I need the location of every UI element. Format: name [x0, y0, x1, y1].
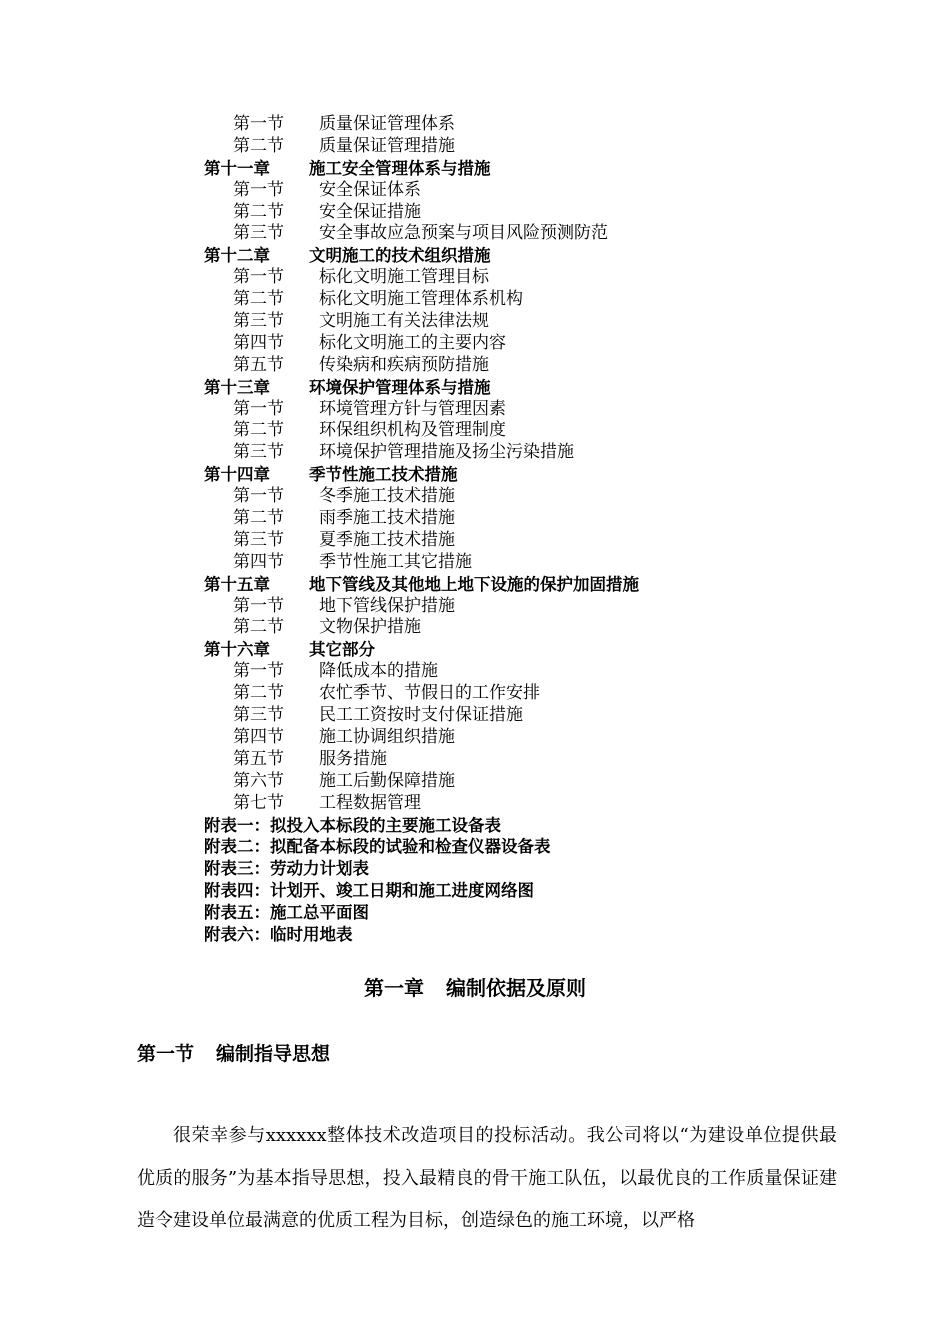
toc-entry-title: 标化文明施工的主要内容 — [319, 332, 506, 353]
toc-entry-title: 环境保护管理体系与措施 — [309, 377, 491, 397]
toc-entry-title: 文明施工的技术组织措施 — [309, 246, 491, 266]
toc-entry-number: 附表二： — [204, 837, 270, 857]
toc-section-row — [0, 399, 950, 421]
toc-entry-number: 第三节 — [233, 311, 284, 332]
toc-appendix-row — [0, 902, 950, 924]
toc-entry-number: 附表五： — [204, 903, 270, 923]
toc-entry-number: 第四节 — [233, 726, 284, 747]
toc-entry-number: 第一节 — [233, 267, 284, 288]
toc-entry-title: 地下管线保护措施 — [319, 595, 455, 616]
toc-entry-title: 环境保护管理措施及扬尘污染措施 — [319, 442, 574, 463]
toc-appendix-row — [0, 815, 950, 837]
toc-section-row — [0, 596, 950, 618]
toc-entry-title: 施工协调组织措施 — [319, 726, 455, 747]
toc-section-row — [0, 136, 950, 158]
toc-entry-number: 第一节 — [233, 179, 284, 200]
toc-entry-number: 第三节 — [233, 529, 284, 550]
toc-entry-title: 服务措施 — [319, 748, 387, 769]
toc-chapter-row — [0, 574, 950, 596]
toc-entry-number: 第二节 — [233, 420, 284, 441]
toc-section-row — [0, 114, 950, 136]
toc-section-row — [0, 355, 950, 377]
toc-entry-title: 季节性施工技术措施 — [309, 465, 458, 485]
table-of-contents — [0, 114, 950, 946]
toc-entry-number: 第一节 — [233, 661, 284, 682]
toc-entry-title: 施工安全管理体系与措施 — [309, 158, 491, 178]
toc-section-row — [0, 420, 950, 442]
toc-entry-number: 第三节 — [233, 442, 284, 463]
toc-entry-title: 工程数据管理 — [319, 792, 421, 813]
toc-entry-title: 安全事故应急预案与项目风险预测防范 — [319, 223, 608, 244]
toc-entry-number: 第十六章 — [204, 640, 270, 660]
toc-entry-number: 第二节 — [233, 289, 284, 310]
toc-entry-number: 第六节 — [233, 770, 284, 791]
toc-entry-title: 降低成本的措施 — [319, 661, 438, 682]
toc-appendix-row — [0, 858, 950, 880]
toc-entry-title: 安全保证体系 — [319, 179, 421, 200]
toc-section-row — [0, 486, 950, 508]
toc-entry-title: 临时用地表 — [270, 924, 353, 944]
toc-entry-number: 附表四： — [204, 881, 270, 901]
body-paragraph: 很荣幸参与xxxxxx整体技术改造项目的投标活动。我公司将以“为建设单位提供最优质的服务”为基本指导思想，投入最精良的骨干施工队伍，以最优良的工作质量保证建造令建设单位最满意的优质工程为目标，创造绿色的施工环境，以严格 — [137, 1125, 837, 1232]
toc-section-row — [0, 771, 950, 793]
toc-entry-title: 拟配备本标段的试验和检查仪器设备表 — [270, 837, 551, 857]
toc-entry-number: 第十一章 — [204, 158, 270, 178]
toc-section-row — [0, 508, 950, 530]
toc-appendix-row — [0, 836, 950, 858]
toc-section-row — [0, 683, 950, 705]
toc-entry-number: 第三节 — [233, 705, 284, 726]
toc-chapter-row — [0, 158, 950, 180]
toc-entry-number: 附表六： — [204, 924, 270, 944]
toc-section-row — [0, 202, 950, 224]
toc-chapter-row — [0, 377, 950, 399]
toc-entry-number: 第二节 — [233, 508, 284, 529]
toc-entry-title: 季节性施工其它措施 — [319, 551, 472, 572]
toc-entry-number: 第五节 — [233, 748, 284, 769]
chapter-heading — [0, 974, 950, 1002]
toc-entry-title: 安全保证措施 — [319, 201, 421, 222]
toc-entry-number: 第五节 — [233, 354, 284, 375]
toc-entry-number: 第十三章 — [204, 377, 270, 397]
toc-entry-title: 文物保护措施 — [319, 617, 421, 638]
toc-section-row — [0, 289, 950, 311]
toc-entry-title: 其它部分 — [309, 640, 375, 660]
toc-entry-number: 第一节 — [233, 114, 284, 134]
toc-section-row — [0, 267, 950, 289]
toc-entry-number: 第十四章 — [204, 465, 270, 485]
toc-section-row — [0, 223, 950, 245]
toc-entry-title: 拟投入本标段的主要施工设备表 — [270, 815, 501, 835]
toc-entry-number: 第三节 — [233, 223, 284, 244]
toc-entry-title: 标化文明施工管理目标 — [319, 267, 489, 288]
toc-section-row — [0, 705, 950, 727]
toc-entry-title: 夏季施工技术措施 — [319, 529, 455, 550]
toc-appendix-row — [0, 880, 950, 902]
chapter-heading-title: 编制依据及原则 — [446, 976, 586, 1000]
section-heading-number: 第一节 — [137, 1043, 195, 1065]
toc-section-row — [0, 333, 950, 355]
toc-entry-title: 雨季施工技术措施 — [319, 508, 455, 529]
toc-entry-number: 第一节 — [233, 486, 284, 507]
toc-chapter-row — [0, 639, 950, 661]
toc-section-row — [0, 617, 950, 639]
toc-entry-title: 冬季施工技术措施 — [319, 486, 455, 507]
section-heading — [137, 1040, 330, 1068]
toc-entry-title: 民工工资按时支付保证措施 — [319, 705, 523, 726]
toc-entry-number: 第一节 — [233, 398, 284, 419]
toc-section-row — [0, 530, 950, 552]
toc-entry-title: 施工总平面图 — [270, 903, 369, 923]
toc-section-row — [0, 749, 950, 771]
toc-appendix-row — [0, 924, 950, 946]
toc-entry-title: 质量保证管理体系 — [319, 114, 455, 134]
toc-entry-title: 劳动力计划表 — [270, 859, 369, 879]
toc-entry-number: 附表一： — [204, 815, 270, 835]
section-heading-title: 编制指导思想 — [216, 1043, 331, 1065]
toc-entry-title: 环保组织机构及管理制度 — [319, 420, 506, 441]
toc-section-row — [0, 727, 950, 749]
toc-entry-number: 第二节 — [233, 201, 284, 222]
toc-section-row — [0, 661, 950, 683]
toc-entry-number: 第七节 — [233, 792, 284, 813]
toc-entry-title: 计划开、竣工日期和施工进度网络图 — [270, 881, 534, 901]
toc-entry-number: 第二节 — [233, 617, 284, 638]
toc-entry-number: 第二节 — [233, 683, 284, 704]
toc-section-row — [0, 442, 950, 464]
toc-chapter-row — [0, 464, 950, 486]
toc-entry-title: 质量保证管理措施 — [319, 135, 455, 156]
toc-entry-number: 第四节 — [233, 551, 284, 572]
toc-entry-number: 第十二章 — [204, 246, 270, 266]
toc-section-row — [0, 311, 950, 333]
toc-entry-title: 农忙季节、节假日的工作安排 — [319, 683, 540, 704]
toc-section-row — [0, 180, 950, 202]
toc-section-row — [0, 552, 950, 574]
toc-entry-title: 施工后勤保障措施 — [319, 770, 455, 791]
toc-section-row — [0, 793, 950, 815]
chapter-heading-number: 第一章 — [364, 976, 424, 1000]
toc-chapter-row — [0, 245, 950, 267]
toc-entry-number: 第二节 — [233, 135, 284, 156]
toc-entry-title: 文明施工有关法律法规 — [319, 311, 489, 332]
toc-entry-number: 第十五章 — [204, 574, 270, 594]
toc-entry-title: 标化文明施工管理体系机构 — [319, 289, 523, 310]
toc-entry-number: 第一节 — [233, 595, 284, 616]
toc-entry-number: 第四节 — [233, 332, 284, 353]
toc-entry-title: 环境管理方针与管理因素 — [319, 398, 506, 419]
toc-entry-title: 传染病和疾病预防措施 — [319, 354, 489, 375]
toc-entry-number: 附表三： — [204, 859, 270, 879]
toc-entry-title: 地下管线及其他地上地下设施的保护加固措施 — [309, 574, 639, 594]
